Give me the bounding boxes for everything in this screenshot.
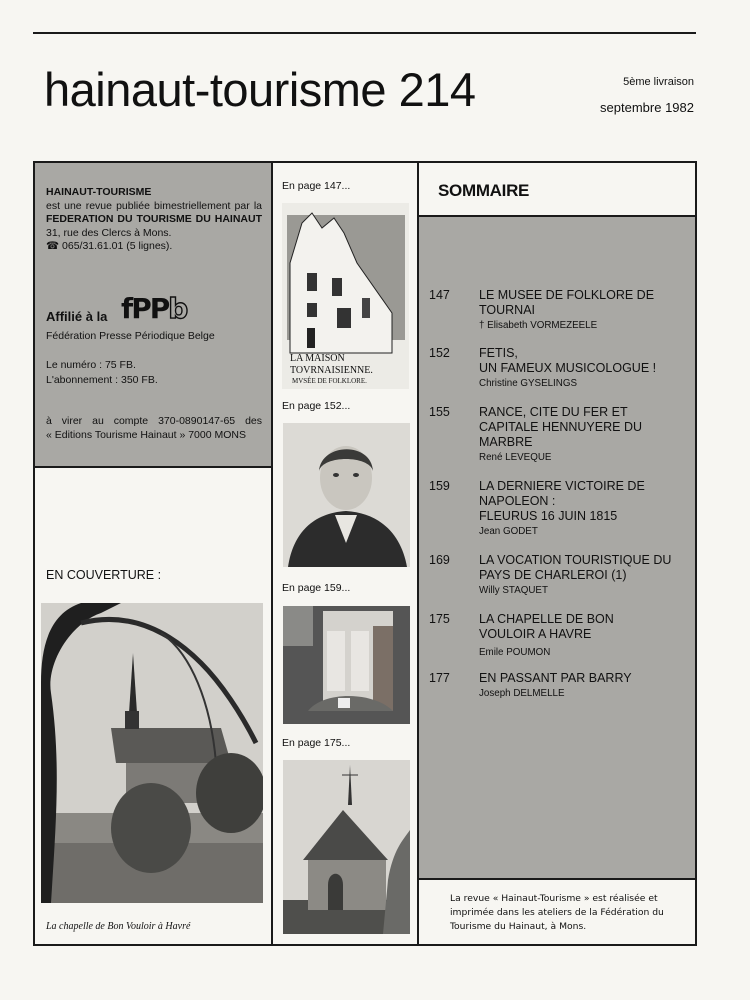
federation-name: FEDERATION DU TOURISME DU HAINAUT: [46, 213, 262, 225]
toc-author: Christine GYSELINGS: [479, 378, 578, 389]
publisher-line: est une revue publiée bimestriellement par la: [46, 199, 262, 212]
toc-title-line: FETIS,: [479, 346, 518, 360]
toc-page-number: 159: [429, 479, 450, 493]
price-issue: Le numéro : 75 FB.: [46, 359, 136, 371]
toc-title: [479, 612, 694, 659]
toc-title-line: TOURNAI: [479, 303, 536, 317]
toc-title-line: VOULOIR A HAVRE: [479, 627, 592, 641]
toc-author: † Elisabeth VORMEZEELE: [479, 320, 598, 331]
chapel-photo-icon: [283, 760, 410, 934]
preview-image-147: [282, 203, 409, 389]
toc-title-line: EN PASSANT PAR BARRY: [479, 671, 632, 685]
preview-label-175: En page 175...: [282, 737, 351, 749]
toc-author: Jean GODET: [479, 526, 538, 537]
toc-title-line: MARBRE: [479, 435, 533, 449]
magazine-title: hainaut-tourisme 214: [44, 63, 476, 116]
publisher-info: [46, 186, 262, 254]
toc-title-line: PAYS DE CHARLEROI (1): [479, 568, 627, 582]
cover-label: EN COUVERTURE :: [46, 568, 162, 582]
toc-title-line: LA DERNIERE VICTOIRE DE: [479, 479, 645, 493]
issue-note: 5ème livraison: [623, 76, 694, 88]
toc-author: Willy STAQUET: [479, 585, 548, 596]
fppb-logo: fPPb: [121, 292, 187, 325]
toc-title: [479, 479, 694, 538]
printer-note-line: Tourisme du Hainaut, à Mons.: [450, 921, 587, 932]
printer-note: [450, 892, 690, 934]
fetis-portrait-icon: [283, 423, 410, 567]
chapel-tree-photo-icon: [41, 603, 263, 903]
toc-title-line: CAPITALE HENNUYERE DU: [479, 420, 642, 434]
price-subscription: L'abonnement : 350 FB.: [46, 374, 158, 386]
monument-photo-icon: [283, 606, 410, 724]
svg-text:MVSÉE DE FOLKLORE.: MVSÉE DE FOLKLORE.: [292, 377, 367, 385]
preview-image-152: [283, 423, 410, 567]
toc-title-line: LA VOCATION TOURISTIQUE DU: [479, 553, 672, 567]
maison-tournaisienne-drawing-icon: [282, 203, 409, 389]
printer-note-line: imprimée dans les ateliers de la Fédération du: [450, 907, 664, 918]
sommaire-title: SOMMAIRE: [438, 181, 530, 200]
issue-date: septembre 1982: [600, 100, 694, 115]
toc-title: [479, 405, 694, 464]
toc-author: Joseph DELMELLE: [479, 688, 565, 699]
svg-text:TOVRNAISIENNE.: TOVRNAISIENNE.: [290, 365, 373, 376]
publisher-name: HAINAUT-TOURISME: [46, 186, 152, 198]
toc-page-number: 169: [429, 553, 450, 567]
affiliation-full: Fédération Presse Périodique Belge: [46, 330, 215, 342]
toc-title: [479, 553, 694, 597]
preview-label-152: En page 152...: [282, 400, 351, 412]
cover-photo: [41, 603, 263, 903]
toc-page-number: 147: [429, 288, 450, 302]
printer-note-line: La revue « Hainaut-Tourisme » est réalisée et: [450, 893, 658, 904]
column-divider: [271, 161, 273, 946]
payment-info: [46, 414, 262, 442]
toc-author: Emile POUMON: [479, 647, 551, 658]
payment-line-2: « Editions Tourisme Hainaut » 7000 MONS: [46, 429, 246, 441]
toc-title: [479, 288, 694, 332]
preview-image-159: [283, 606, 410, 724]
prices: [46, 358, 158, 388]
phone-icon: ☎: [46, 240, 60, 252]
toc-title: [479, 346, 694, 390]
toc-page-number: 152: [429, 346, 450, 360]
top-rule: [33, 32, 696, 34]
toc-title-line: LA CHAPELLE DE BON: [479, 612, 614, 626]
preview-label-147: En page 147...: [282, 180, 351, 192]
toc-author: René LEVEQUE: [479, 452, 552, 463]
toc-page-number: 155: [429, 405, 450, 419]
toc-title-line: NAPOLEON :: [479, 494, 556, 508]
payment-line-1: à virer au compte 370-0890147-65 des: [46, 415, 262, 427]
toc-title: [479, 671, 694, 700]
publisher-phone-row: [46, 240, 262, 254]
preview-image-175: [283, 760, 410, 934]
toc-title-line: LE MUSEE DE FOLKLORE DE: [479, 288, 655, 302]
toc-title-line: RANCE, CITE DU FER ET: [479, 405, 628, 419]
toc-title-line: FLEURUS 16 JUIN 1815: [479, 509, 618, 523]
affiliation-label: Affilié à la: [46, 309, 108, 324]
svg-text:LA MAISON: LA MAISON: [290, 353, 345, 364]
cover-caption: La chapelle de Bon Vouloir à Havré: [46, 921, 191, 932]
toc-page-number: 175: [429, 612, 450, 626]
toc-title-line: UN FAMEUX MUSICOLOGUE !: [479, 361, 657, 375]
preview-label-159: En page 159...: [282, 582, 351, 594]
toc-page-number: 177: [429, 671, 450, 685]
publisher-address: 31, rue des Clercs à Mons.: [46, 226, 172, 239]
publisher-phone: 065/31.61.01 (5 lignes).: [62, 240, 173, 252]
